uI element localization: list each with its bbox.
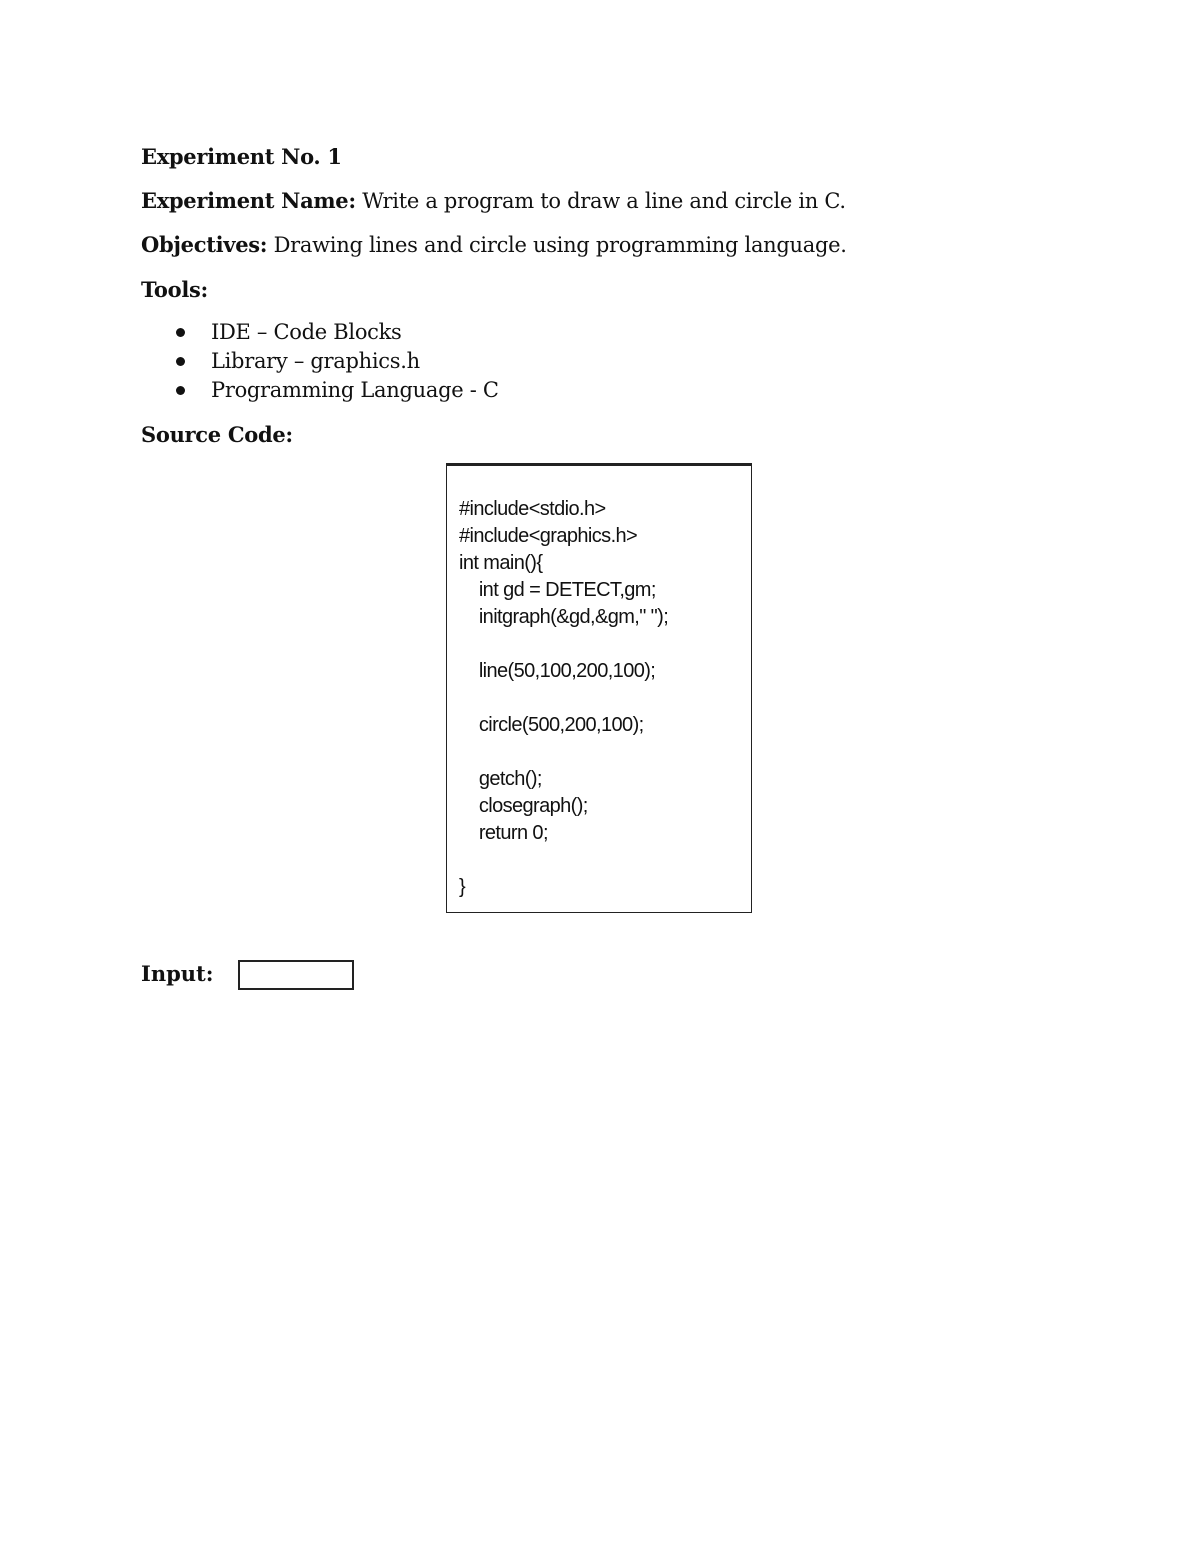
tools-label: Tools: [141,277,208,302]
list-item [141,347,499,376]
experiment-number-heading [141,144,342,170]
tool-text: Programming Language - C [211,378,499,402]
source-code-heading [141,422,293,448]
list-item [141,318,499,347]
experiment-number: Experiment No. 1 [141,144,342,169]
objectives-label: Objectives: [141,232,268,257]
bullet-icon [176,357,185,366]
tools-heading [141,277,208,303]
objectives-value: Drawing lines and circle using programming language. [273,233,847,257]
bullet-icon [176,328,185,337]
bullet-icon [176,386,185,395]
source-code-box [446,463,752,913]
tool-text: Library – graphics.h [211,349,420,373]
input-label: Input: [141,961,214,986]
objectives-row [141,232,847,258]
experiment-name-value: Write a program to draw a line and circle in C. [362,189,846,213]
tools-list [141,318,499,405]
experiment-name-row [141,188,846,214]
source-code-text: #include<stdio.h> #include<graphics.h> int main(){ int gd = DETECT,gm; initgraph(&gd,&gm," "); line(50,100,200,100); circle(500,200,100); getch(); closegraph(); return 0; } [459,498,669,898]
tool-text: IDE – Code Blocks [211,320,402,344]
input-field[interactable] [238,960,354,990]
experiment-name-label: Experiment Name: [141,188,356,213]
source-code-label: Source Code: [141,422,293,447]
list-item [141,376,499,405]
